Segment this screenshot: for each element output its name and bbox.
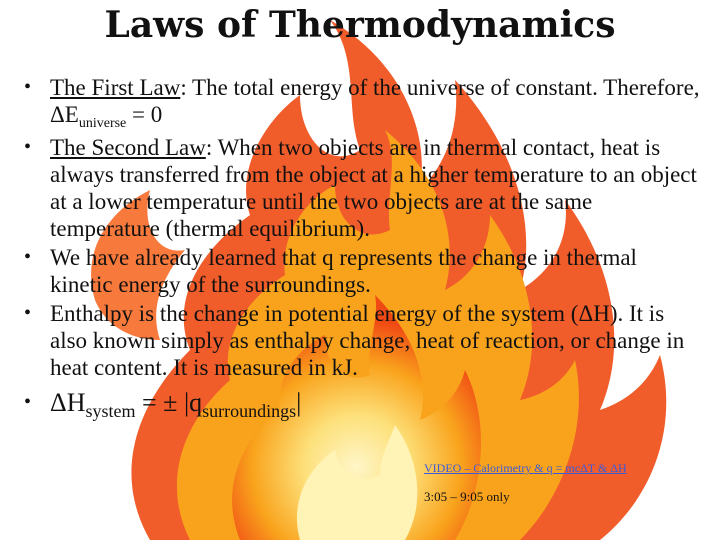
bullet-list bbox=[22, 74, 702, 421]
second-law-label: The Second Law bbox=[50, 135, 206, 160]
video-link[interactable]: VIDEO – Calorimetry & q = mcΔT & ΔH bbox=[424, 461, 627, 475]
equation-sub-surroundings: surroundings bbox=[202, 401, 297, 421]
enthalpy-text: Enthalpy is the change in potential energy of the system (ΔH). It is also known simply as enthalpy change, heat of reaction, or change in heat content. It is measured in kJ. bbox=[50, 301, 685, 380]
bullet-q-definition bbox=[22, 244, 702, 298]
first-law-label: The First Law bbox=[50, 75, 181, 100]
bullet-first-law bbox=[22, 74, 702, 132]
first-law-tail: = 0 bbox=[126, 102, 163, 127]
equation-pre: ΔH bbox=[50, 388, 86, 417]
first-law-text: : The total energy of the universe of constant. Therefore, ΔE bbox=[50, 75, 700, 127]
first-law-subscript: universe bbox=[78, 116, 127, 131]
equation-mid: = ± |q bbox=[135, 388, 203, 417]
slide-title: Laws of Thermodynamics bbox=[104, 4, 616, 46]
equation-sub-system: system bbox=[85, 401, 136, 421]
second-law-text: : When two objects are in thermal contact, heat is always transferred from the object at a higher temperature to an object at a lower temperature until the two objects are at the same temperature (thermal equilibrium). bbox=[50, 135, 697, 241]
q-definition-text: We have already learned that q represents the change in thermal kinetic energy of the surroundings. bbox=[50, 245, 637, 297]
video-timing: 3:05 – 9:05 only bbox=[424, 489, 510, 504]
equation-tail: | bbox=[296, 388, 302, 417]
bullet-enthalpy bbox=[22, 300, 702, 381]
bullet-equation bbox=[22, 389, 702, 419]
bullet-second-law bbox=[22, 134, 702, 242]
